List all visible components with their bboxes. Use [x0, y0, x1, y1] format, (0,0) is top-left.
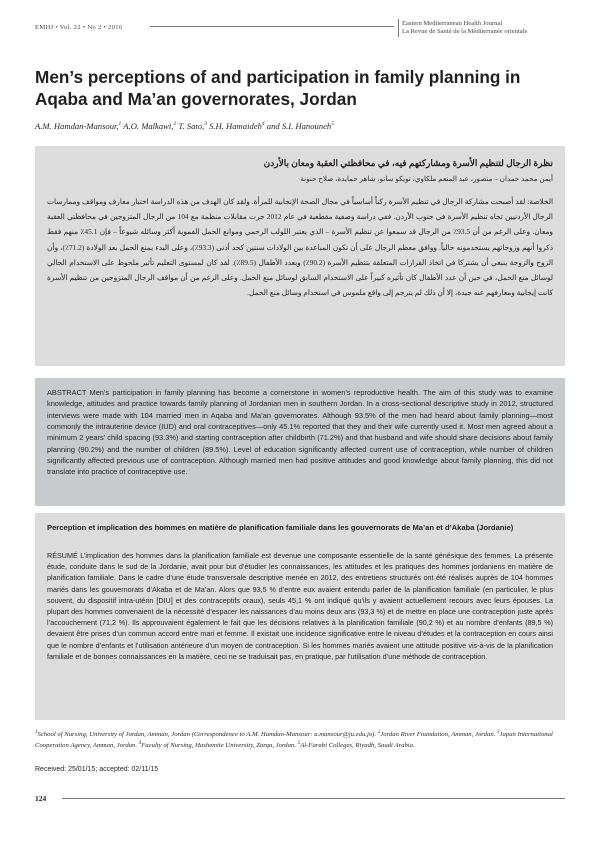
- header-rule: [150, 26, 394, 27]
- article-title: Men’s perceptions of and participation in family planning in Aqaba and Ma’an governorates, Jordan: [35, 67, 521, 109]
- footer-rule: [62, 798, 565, 799]
- footnote-text: Al-Farabi Colleges, Riyadh, Saudi Arabia.: [300, 742, 415, 750]
- footnote-text: Japan International Cooperation Agency, Amman, Jordan.: [35, 731, 553, 750]
- footnote-marker: 5: [297, 740, 301, 746]
- arabic-title: نظرة الرجال لتنظيم الأسرة ومشاركتهم فيه، في محافظتي العقبة ومعان بالأردن: [263, 158, 553, 168]
- author-affiliation: 5: [331, 121, 334, 128]
- journal-name-fr: La Revue de Santé de la Méditerranée orientale: [402, 28, 528, 36]
- author-affiliation: 2: [173, 121, 177, 128]
- english-abstract-box: [35, 378, 565, 506]
- page-number: 124: [35, 794, 47, 803]
- author: T. Sato,: [178, 121, 205, 131]
- footnote-marker: 4: [138, 740, 142, 746]
- arabic-abstract: الخلاصة: لقد أصبحت مشاركة الرجال في تنظيم الأسرة ركناً أساسياً في مجال الصحة الإنجابية للمرأة. ولقد كان الهدف من هذه الدراسة اختبار معارف ومواقف وممارسات الرجال الأردنيين تجاه تنظيم الأسرة في جنوب الأردن. ففي دراسة وصفية مقطعية في عام 2012 جرت مقابلات منظمة مع 104 من الرجال المتزوجين في محافظتي العقبة ومعان. وعلى الرغم من أن 93.5٪ من الرجال قد سمعوا عن تنظيم الأسرة – الذي يعتبر اللولب الرحمي وموانع الحمل الفموية أكثر وسائله شيوعاً – فإن 45.1٪ منهم فقط ذكروا أنهم وزوجاتهم يستخدمونه حالياً. ووافق معظم الرجال على أن تكون المباعدة بين الولادات سنتين كحد أدنى (93.3٪)، وعلى البدء بمنع الحمل بعد الولادة (71.2٪)، وأن الزوج والزوجة ينبغي أن يشتركا في اتخاذ القرارات المتعلقة بتنظيم الأسرة (90.2٪) وبعدد الأطفال (89.5٪). لقد كان لمستوى التعليم تأثير ملحوظ على الاستخدام الحالي لوسائل منع الحمل، في حين أن عدد الأطفال كان تأثيره كبيراً على الاستخدام السابق لوسائل منع الحمل. وعلى الرغم من أن مواقف الرجال المتزوجين من تنظيم الأسرة كانت إيجابية ومعارفهم عنه جيدة، إلا أن ذلك لم يترجم إلى واقع ملموس في استخدام وسائل منع الحمل.: [47, 197, 553, 298]
- author-affiliation: 3: [204, 121, 207, 128]
- footnote-marker: 3: [497, 730, 500, 735]
- author: S.H. Hamaideh: [209, 121, 262, 131]
- french-abstract-box: [35, 513, 565, 720]
- journal-name-en: Eastern Mediterranean Health Journal: [402, 20, 503, 27]
- journal-name: [402, 20, 527, 37]
- footnote-marker: 2: [377, 730, 381, 735]
- footnote-text: Faculty of Nursing, Hashemite University, Zarqa, Jordan.: [141, 742, 298, 750]
- footnote-text: School of Nursing, University of Jordan, Amman, Jordan (Correspondence to A.M. Hamdan-Mansour: a.mansour@ju.edu.jo).: [37, 731, 378, 739]
- affiliation-footnotes: [35, 729, 565, 751]
- author-list: [35, 121, 565, 131]
- header-divider: [398, 19, 399, 37]
- arabic-abstract-box: [35, 146, 565, 366]
- french-abstract: RÉSUMÉ L’implication des hommes dans la planification familiale est devenue une composante essentielle de la santé génésique des femmes. La présente étude, conduite dans le sud de la Jordanie, avait pour but d’étudier les connaissances, les attitudes et les pratiques des hommes jordaniens en matière de planification familiale. Dans le cadre d’une étude transversale descriptive menée en 2012, des entretiens structurés ont été réalisés auprès de 104 hommes mariés dans les gouvernorats d’Akaba et de Ma’an. Alors que 93,5 % d’entre eux avaient entendu parler de la planification familiale (en particulier, le plus souvent, du dispositif intra-utérin [DIU] et des contraceptifs oraux), seuls 45,1 % ont indiqué qu’ils y avaient actuellement recours avec leurs épouses. La plupart des hommes convenaient de la nécessité d’espacer les naissances d’au moins deux ans (93,3 %) et de mettre en place une contraception juste après l’accouchement (71,2 %). Ils approuvaient également le fait que les décisions relatives à la planification familiale (90,2 %) et au nombre d’enfants (89,5 %) devaient être prises d’un commun accord entre mari et femme. Il existait une incidence significative entre le niveau d’études et la contraception en cours ainsi que le nombre d’enfants et l’utilisation antérieure d’un moyen de contraception. Si les hommes mariés avaient une attitude positive vis-à-vis de la planification familiale et de bonnes connaissances en la matière, ceci ne se traduisait pas, en pratique, par l’utilisation d’une méthode de contraception.: [47, 551, 553, 661]
- arabic-authors: أيمن محمد حمدان – منصور، عبد المنعم ملكاوي، تويكو ساتو، شاهر حمايدة، صلاح حنونة: [300, 175, 553, 183]
- author-affiliation: 1: [118, 121, 122, 128]
- author: A.M. Hamdan-Mansour,: [35, 121, 119, 131]
- footnote-marker: 1: [35, 730, 38, 735]
- author-affiliation: 4: [261, 121, 265, 128]
- french-title: Perception et implication des hommes en matière de planification familiale dans les gouvernorats de Ma’an et d’Akaba (Jordanie): [47, 523, 514, 532]
- received-date: Received: 25/01/15; accepted: 02/11/15: [35, 766, 159, 773]
- author: and S.I. Hanouneh: [266, 121, 332, 131]
- journal-issue: EMHJ • Vol. 22 • No 2 • 2016: [35, 24, 123, 31]
- english-abstract: ABSTRACT Men’s participation in family planning has become a cornerstone in women’s reproductive health. The aim of this study was to examine knowledge, attitudes and practice towards family planning of Jordanian men in southern Jordan. In a cross-sectional descriptive study in 2012, structured interviews were made with 104 married men in Aqaba and Ma’an governorates. Although 93.5% of the men had heard about family planning—most commonly the intrauterine device (IUD) and oral contraceptives—only 45.1% reported that they and their wife currently used it. Most men agreed about a minimum 2 years’ child spacing (93.3%) and starting contraception after childbirth (71.2%) and that husband and wife should share decisions about family planning (90.2%) and the number of children (89.5%). Level of education significantly affected current use of contraception, while number of children significantly affected previous use of contraception. Although married men had positive attitudes and good knowledge about family planning, this did not translate into practice of contraceptive use.: [47, 388, 553, 477]
- author: A.O. Malkawi,: [123, 121, 174, 131]
- footnote-text: Jordan River Foundation, Amman, Jordan.: [380, 731, 498, 739]
